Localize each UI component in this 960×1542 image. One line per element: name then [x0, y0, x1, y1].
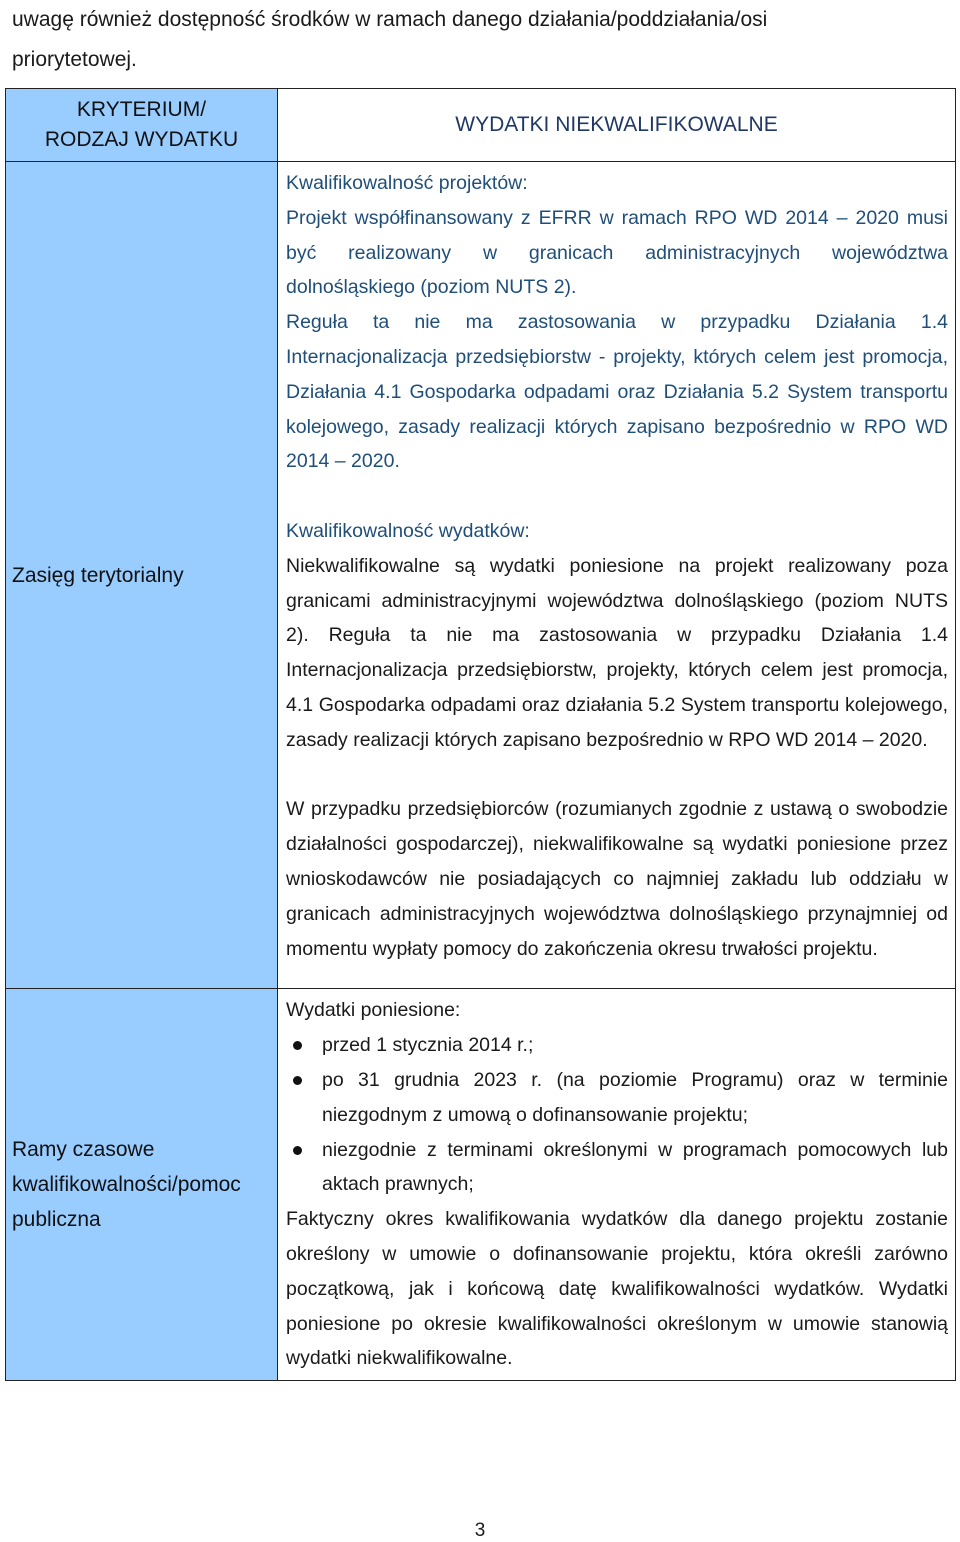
- spacer: [286, 966, 948, 984]
- row-label-timeframe-line-2: kwalifikowalności/pomoc: [12, 1173, 241, 1197]
- row-label-timeframe-line-3: publiczna: [12, 1208, 101, 1232]
- header-criterion-line-1: KRYTERIUM/: [76, 98, 207, 121]
- page-number: 3: [474, 1520, 486, 1541]
- enterprises-text: W przypadku przedsiębiorców (rozumianych zgodnie z ustawą o swobodzie działalności gospodarczej), niekwalifikowalne są wydatki poniesione przez wnioskodawców nie posiadających co najmniej zakładu lub oddziału w granicach administracyjnych województwa dolnośląskiego przynajmniej od momentu wypłaty pomocy do zakończenia okresu trwałości projektu.: [286, 798, 948, 960]
- list-item: niezgodnie z terminami określonymi w programach pomocowych lub aktach prawnych;: [322, 1133, 948, 1203]
- projects-text: Projekt współfinansowany z EFRR w ramach RPO WD 2014 – 2020 musi być realizowany w granicach administracyjnych województwa dolnośląskiego (poziom NUTS 2).: [286, 206, 948, 299]
- list-item: po 31 grudnia 2023 r. (na poziomie Programu) oraz w terminie niezgodnym z umową o dofinansowanie projektu;: [322, 1063, 948, 1133]
- timeframe-closing: Faktyczny okres kwalifikowania wydatków dla danego projektu zostanie określony w umowie o dofinansowanie projektu, która określi zarówno początkową, jak i końcową datę kwalifikowalności wydatków. Wydatki poniesione po okresie kwalifikowalności określonym w umowie stanowią wydatki niekwalifikowalne.: [286, 1208, 948, 1370]
- intro-line-2: priorytetowej.: [12, 48, 137, 71]
- list-item: przed 1 stycznia 2014 r.;: [322, 1028, 948, 1063]
- expenses-heading: Kwalifikowalność wydatków:: [286, 519, 530, 542]
- row-content-territorial: [278, 162, 956, 989]
- table-row-timeframe: [6, 989, 956, 1381]
- header-criterion-line-2: RODZAJ WYDATKU: [44, 128, 239, 151]
- expenses-text: Niekwalifikowalne są wydatki poniesione na projekt realizowany poza granicami administracyjnymi województwa dolnośląskiego (poziom NUTS 2). Reguła ta nie ma zastosowania w przypadku Działania 1.4 Internacjonalizacja przedsiębiorstw, projekty, których celem jest promocja, 4.1 Gospodarka odpadami oraz działania 5.2 System transportu kolejowego, zasady realizacji których zapisano bezpośrednio w RPO WD 2014 – 2020.: [286, 554, 948, 751]
- table-header-row: [6, 89, 956, 162]
- row-content-timeframe: [278, 989, 956, 1381]
- header-criterion: [6, 89, 278, 162]
- timeframe-intro: Wydatki poniesione:: [286, 999, 461, 1022]
- table-row-territorial: [6, 162, 956, 989]
- header-ineligible-expenses: WYDATKI NIEKWALIFIKOWALNE: [278, 89, 956, 162]
- criteria-table: [5, 88, 956, 1381]
- row-label-timeframe: [6, 989, 278, 1381]
- row-label-territorial: Zasięg terytorialny: [6, 162, 278, 989]
- projects-heading: Kwalifikowalność projektów:: [286, 172, 528, 194]
- timeframe-bullets: [286, 1028, 948, 1202]
- spacer: [286, 479, 948, 514]
- projects-rule-text: Reguła ta nie ma zastosowania w przypadku Działania 1.4 Internacjonalizacja przedsiębiorstw - projekty, których celem jest promocja, Działania 4.1 Gospodarka odpadami oraz Działania 5.2 System transportu kolejowego, zasady realizacji których zapisano bezpośrednio w RPO WD 2014 – 2020.: [286, 311, 948, 473]
- intro-line-1: uwagę również dostępność środków w ramach danego działania/poddziałania/osi: [12, 8, 768, 31]
- intro-text: [12, 0, 942, 80]
- row-label-timeframe-line-1: Ramy czasowe: [12, 1138, 155, 1162]
- spacer: [286, 758, 948, 793]
